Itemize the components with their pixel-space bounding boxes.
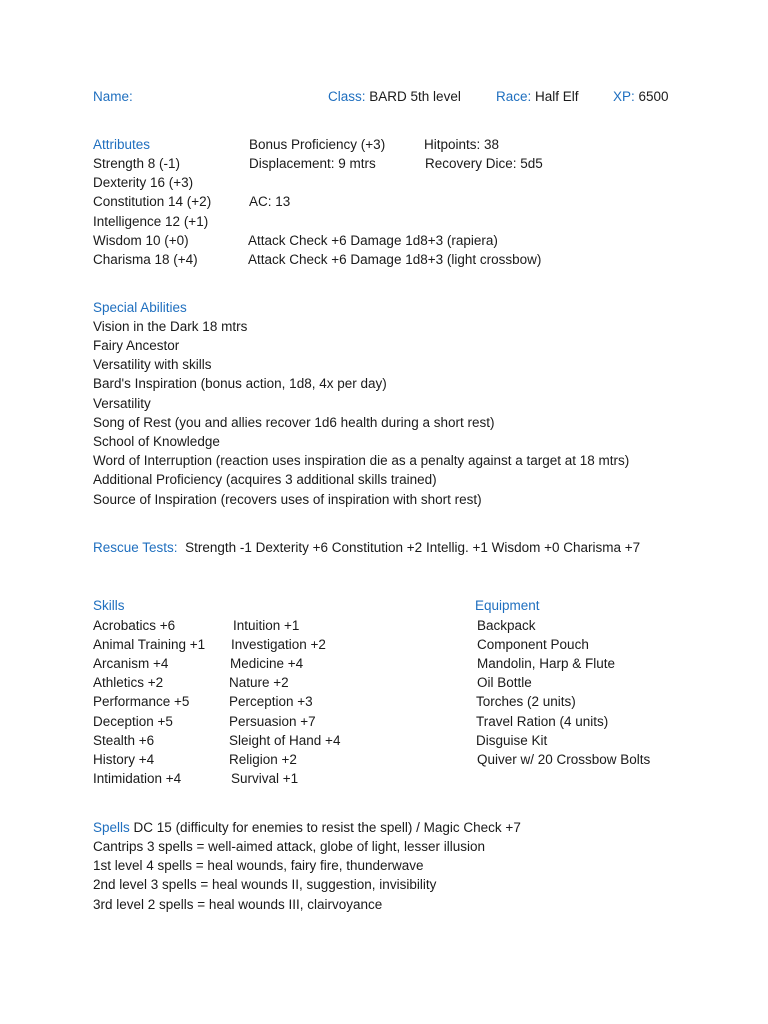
attribute-charisma: Charisma 18 (+4): [93, 252, 198, 267]
skill-item: Arcanism +4: [93, 656, 169, 671]
skill-item: Sleight of Hand +4: [229, 733, 341, 748]
skill-item: Stealth +6: [93, 733, 155, 748]
ability-item: Vision in the Dark 18 mtrs: [93, 319, 248, 334]
skill-item: Religion +2: [229, 752, 297, 767]
race-label: Race:: [496, 89, 532, 104]
equipment-item: Torches (2 units): [476, 694, 576, 709]
equipment-item: Travel Ration (4 units): [476, 714, 609, 729]
skill-item: Athletics +2: [93, 675, 164, 690]
equipment-heading: Equipment: [475, 598, 540, 613]
skill-item: Medicine +4: [230, 656, 304, 671]
ability-item: School of Knowledge: [93, 434, 220, 449]
ability-item: Source of Inspiration (recovers uses of inspiration with short rest): [93, 492, 482, 507]
attribute-dexterity: Dexterity 16 (+3): [93, 175, 194, 190]
xp-label: XP:: [613, 89, 635, 104]
ability-item: Additional Proficiency (acquires 3 additional skills trained): [93, 472, 437, 487]
equipment-item: Mandolin, Harp & Flute: [477, 656, 616, 671]
race-field: [496, 89, 579, 105]
skill-item: Nature +2: [229, 675, 289, 690]
skill-item: Intuition +1: [233, 618, 300, 633]
xp-value: 6500: [638, 89, 669, 104]
class-field: [328, 89, 461, 105]
ability-item: Bard's Inspiration (bonus action, 1d8, 4x per day): [93, 376, 387, 391]
spells-dc: DC 15 (difficulty for enemies to resist the spell) / Magic Check +7: [133, 820, 521, 835]
rescue-tests-label: Rescue Tests:: [93, 540, 178, 555]
skill-item: Acrobatics +6: [93, 618, 176, 633]
spell-line: 3rd level 2 spells = heal wounds III, clairvoyance: [93, 897, 383, 912]
displacement: Displacement: 9 mtrs: [249, 156, 376, 171]
equipment-item: Disguise Kit: [476, 733, 548, 748]
special-abilities-heading: Special Abilities: [93, 300, 187, 315]
xp-field: [613, 89, 669, 105]
attribute-strength: Strength 8 (-1): [93, 156, 181, 171]
attribute-constitution: Constitution 14 (+2): [93, 194, 212, 209]
skill-item: Persuasion +7: [229, 714, 316, 729]
spell-line: 2nd level 3 spells = heal wounds II, suggestion, invisibility: [93, 877, 437, 892]
spell-line: 1st level 4 spells = heal wounds, fairy fire, thunderwave: [93, 858, 424, 873]
skill-item: History +4: [93, 752, 155, 767]
rescue-tests-value: Strength -1 Dexterity +6 Constitution +2 Intellig. +1 Wisdom +0 Charisma +7: [185, 540, 641, 555]
rescue-tests: [93, 540, 640, 556]
skill-item: Perception +3: [229, 694, 313, 709]
equipment-item: Backpack: [477, 618, 536, 633]
attribute-intelligence: Intelligence 12 (+1): [93, 214, 209, 229]
attributes-heading: Attributes: [93, 137, 151, 152]
skill-item: Deception +5: [93, 714, 173, 729]
name-label: Name:: [93, 89, 133, 104]
attack-crossbow: Attack Check +6 Damage 1d8+3 (light crossbow): [248, 252, 542, 267]
skill-item: Animal Training +1: [93, 637, 206, 652]
ability-item: Fairy Ancestor: [93, 338, 180, 353]
armor-class: AC: 13: [249, 194, 291, 209]
equipment-item: Quiver w/ 20 Crossbow Bolts: [477, 752, 651, 767]
recovery-dice: Recovery Dice: 5d5: [425, 156, 543, 171]
equipment-item: Oil Bottle: [477, 675, 532, 690]
skill-item: Intimidation +4: [93, 771, 182, 786]
skill-item: Investigation +2: [231, 637, 326, 652]
spells-label: Spells: [93, 820, 130, 835]
ability-item: Word of Interruption (reaction uses inspiration die as a penalty against a target at 18 mtrs): [93, 453, 630, 468]
class-label: Class:: [328, 89, 366, 104]
attack-rapier: Attack Check +6 Damage 1d8+3 (rapiera): [248, 233, 498, 248]
hitpoints: Hitpoints: 38: [424, 137, 500, 152]
spell-line: Cantrips 3 spells = well-aimed attack, globe of light, lesser illusion: [93, 839, 486, 854]
bonus-proficiency: Bonus Proficiency (+3): [249, 137, 386, 152]
ability-item: Song of Rest (you and allies recover 1d6 health during a short rest): [93, 415, 495, 430]
ability-item: Versatility with skills: [93, 357, 212, 372]
ability-item: Versatility: [93, 396, 151, 411]
skills-heading: Skills: [93, 598, 125, 613]
spells-line: [93, 820, 521, 836]
class-value: BARD 5th level: [369, 89, 461, 104]
equipment-item: Component Pouch: [477, 637, 589, 652]
race-value: Half Elf: [535, 89, 579, 104]
skill-item: Performance +5: [93, 694, 190, 709]
skill-item: Survival +1: [231, 771, 299, 786]
attribute-wisdom: Wisdom 10 (+0): [93, 233, 189, 248]
